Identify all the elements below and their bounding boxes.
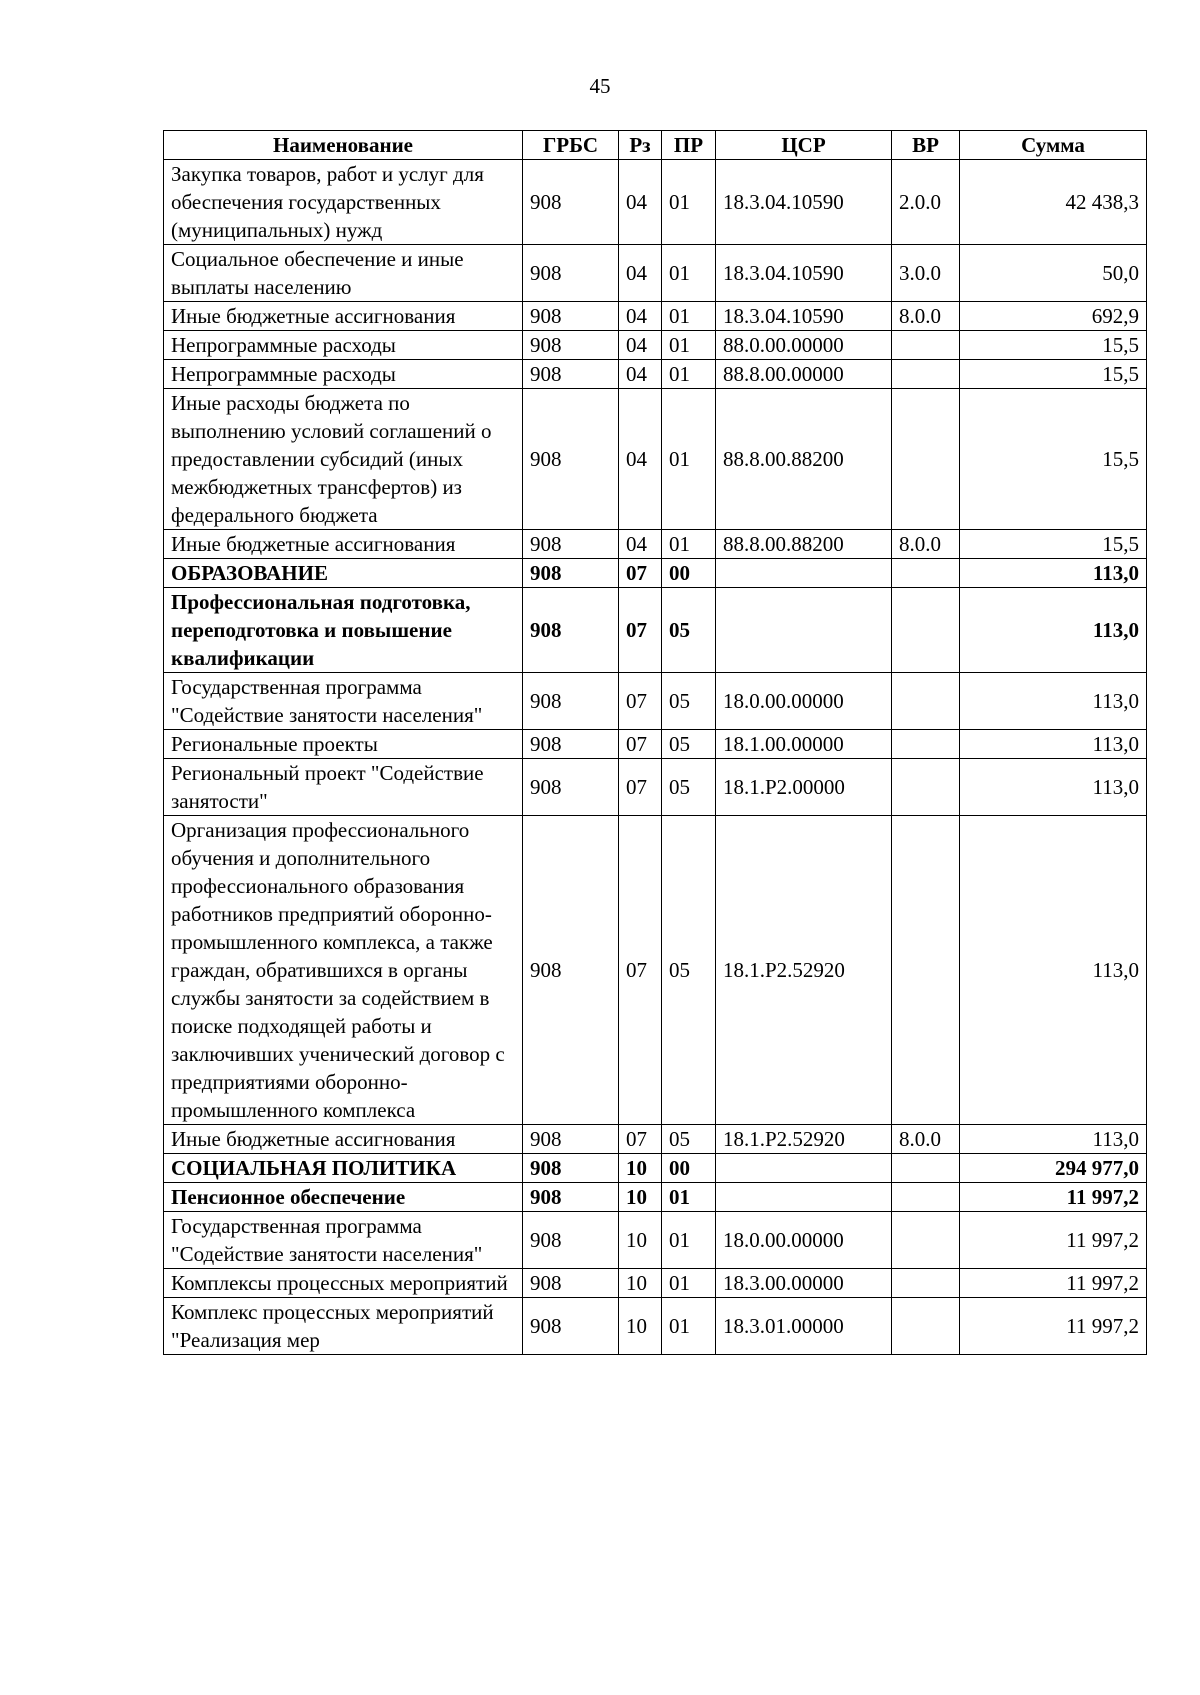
table-row bbox=[164, 1125, 1147, 1154]
cell-pr: 01 bbox=[662, 1269, 716, 1298]
cell-sum: 11 997,2 bbox=[960, 1269, 1147, 1298]
cell-vr bbox=[892, 389, 960, 530]
cell-rz: 07 bbox=[619, 1125, 662, 1154]
cell-csr: 18.3.04.10590 bbox=[716, 160, 892, 245]
table-row bbox=[164, 673, 1147, 730]
cell-csr: 18.3.04.10590 bbox=[716, 302, 892, 331]
cell-sum: 113,0 bbox=[960, 673, 1147, 730]
cell-csr bbox=[716, 1183, 892, 1212]
cell-name: Социальное обеспечение и иные выплаты населению bbox=[164, 245, 523, 302]
cell-sum: 42 438,3 bbox=[960, 160, 1147, 245]
cell-pr: 05 bbox=[662, 759, 716, 816]
cell-pr: 05 bbox=[662, 673, 716, 730]
cell-grbs: 908 bbox=[523, 730, 619, 759]
cell-pr: 00 bbox=[662, 559, 716, 588]
cell-csr: 18.0.00.00000 bbox=[716, 1212, 892, 1269]
cell-csr bbox=[716, 559, 892, 588]
cell-grbs: 908 bbox=[523, 559, 619, 588]
cell-grbs: 908 bbox=[523, 389, 619, 530]
cell-vr bbox=[892, 1183, 960, 1212]
cell-grbs: 908 bbox=[523, 360, 619, 389]
table-row bbox=[164, 1154, 1147, 1183]
cell-name: Государственная программа "Содействие занятости населения" bbox=[164, 1212, 523, 1269]
cell-rz: 10 bbox=[619, 1154, 662, 1183]
cell-pr: 01 bbox=[662, 530, 716, 559]
cell-csr: 88.0.00.00000 bbox=[716, 331, 892, 360]
cell-pr: 05 bbox=[662, 816, 716, 1125]
table-row bbox=[164, 302, 1147, 331]
cell-sum: 15,5 bbox=[960, 530, 1147, 559]
header-csr: ЦСР bbox=[716, 131, 892, 160]
cell-name: Комплекс процессных мероприятий "Реализация мер bbox=[164, 1298, 523, 1355]
cell-rz: 10 bbox=[619, 1269, 662, 1298]
cell-vr: 8.0.0 bbox=[892, 1125, 960, 1154]
cell-sum: 15,5 bbox=[960, 360, 1147, 389]
cell-grbs: 908 bbox=[523, 759, 619, 816]
cell-rz: 07 bbox=[619, 816, 662, 1125]
cell-name: Организация профессионального обучения и дополнительного профессионального образования работников предприятий оборонно-промышленного комплекса, а также граждан, обратившихся в органы службы занятости за содействием в поиске подходящей работы и заключивших ученический договор с предприятиями оборонно-промышленного комплекса bbox=[164, 816, 523, 1125]
cell-grbs: 908 bbox=[523, 160, 619, 245]
header-grbs: ГРБС bbox=[523, 131, 619, 160]
cell-sum: 11 997,2 bbox=[960, 1183, 1147, 1212]
header-pr: ПР bbox=[662, 131, 716, 160]
cell-pr: 01 bbox=[662, 389, 716, 530]
cell-rz: 07 bbox=[619, 588, 662, 673]
table-row bbox=[164, 1183, 1147, 1212]
cell-name: Непрограммные расходы bbox=[164, 331, 523, 360]
cell-rz: 07 bbox=[619, 730, 662, 759]
cell-vr bbox=[892, 730, 960, 759]
cell-sum: 50,0 bbox=[960, 245, 1147, 302]
cell-vr bbox=[892, 1154, 960, 1183]
cell-sum: 113,0 bbox=[960, 559, 1147, 588]
table-body bbox=[164, 160, 1147, 1355]
page-number: 45 bbox=[589, 74, 611, 98]
cell-grbs: 908 bbox=[523, 1154, 619, 1183]
cell-name: СОЦИАЛЬНАЯ ПОЛИТИКА bbox=[164, 1154, 523, 1183]
table-row bbox=[164, 1269, 1147, 1298]
cell-rz: 04 bbox=[619, 530, 662, 559]
cell-name: Непрограммные расходы bbox=[164, 360, 523, 389]
cell-csr: 18.0.00.00000 bbox=[716, 673, 892, 730]
cell-pr: 01 bbox=[662, 331, 716, 360]
table-row bbox=[164, 559, 1147, 588]
cell-sum: 11 997,2 bbox=[960, 1298, 1147, 1355]
table-header bbox=[164, 131, 1147, 160]
cell-name: Региональные проекты bbox=[164, 730, 523, 759]
table-row bbox=[164, 530, 1147, 559]
table-row bbox=[164, 245, 1147, 302]
cell-pr: 01 bbox=[662, 1212, 716, 1269]
cell-sum: 11 997,2 bbox=[960, 1212, 1147, 1269]
cell-rz: 10 bbox=[619, 1298, 662, 1355]
cell-pr: 05 bbox=[662, 1125, 716, 1154]
table-row bbox=[164, 730, 1147, 759]
cell-csr: 88.8.00.00000 bbox=[716, 360, 892, 389]
cell-vr: 8.0.0 bbox=[892, 530, 960, 559]
table-row bbox=[164, 331, 1147, 360]
cell-grbs: 908 bbox=[523, 1183, 619, 1212]
cell-pr: 01 bbox=[662, 1183, 716, 1212]
cell-pr: 05 bbox=[662, 588, 716, 673]
cell-sum: 113,0 bbox=[960, 1125, 1147, 1154]
cell-vr bbox=[892, 360, 960, 389]
cell-sum: 15,5 bbox=[960, 389, 1147, 530]
cell-vr bbox=[892, 331, 960, 360]
cell-pr: 01 bbox=[662, 245, 716, 302]
cell-csr: 18.3.04.10590 bbox=[716, 245, 892, 302]
table-row bbox=[164, 1298, 1147, 1355]
cell-rz: 04 bbox=[619, 331, 662, 360]
cell-sum: 15,5 bbox=[960, 331, 1147, 360]
cell-grbs: 908 bbox=[523, 1269, 619, 1298]
table-row bbox=[164, 160, 1147, 245]
cell-sum: 692,9 bbox=[960, 302, 1147, 331]
cell-pr: 05 bbox=[662, 730, 716, 759]
cell-grbs: 908 bbox=[523, 673, 619, 730]
cell-name: Комплексы процессных мероприятий bbox=[164, 1269, 523, 1298]
cell-vr bbox=[892, 588, 960, 673]
cell-rz: 07 bbox=[619, 673, 662, 730]
cell-vr bbox=[892, 673, 960, 730]
cell-grbs: 908 bbox=[523, 1212, 619, 1269]
cell-name: Закупка товаров, работ и услуг для обеспечения государственных (муниципальных) нужд bbox=[164, 160, 523, 245]
cell-name: Государственная программа "Содействие занятости населения" bbox=[164, 673, 523, 730]
cell-rz: 04 bbox=[619, 389, 662, 530]
cell-vr bbox=[892, 759, 960, 816]
cell-vr: 2.0.0 bbox=[892, 160, 960, 245]
cell-grbs: 908 bbox=[523, 245, 619, 302]
cell-name: ОБРАЗОВАНИЕ bbox=[164, 559, 523, 588]
cell-name: Иные бюджетные ассигнования bbox=[164, 302, 523, 331]
cell-sum: 113,0 bbox=[960, 816, 1147, 1125]
cell-rz: 10 bbox=[619, 1183, 662, 1212]
cell-vr bbox=[892, 1269, 960, 1298]
table-row bbox=[164, 816, 1147, 1125]
cell-vr bbox=[892, 1298, 960, 1355]
cell-grbs: 908 bbox=[523, 816, 619, 1125]
cell-name: Иные бюджетные ассигнования bbox=[164, 1125, 523, 1154]
cell-name: Профессиональная подготовка, переподготовка и повышение квалификации bbox=[164, 588, 523, 673]
cell-pr: 00 bbox=[662, 1154, 716, 1183]
cell-rz: 04 bbox=[619, 245, 662, 302]
cell-vr bbox=[892, 559, 960, 588]
cell-name: Иные бюджетные ассигнования bbox=[164, 530, 523, 559]
budget-table bbox=[163, 130, 1147, 1355]
cell-csr: 88.8.00.88200 bbox=[716, 530, 892, 559]
cell-rz: 04 bbox=[619, 360, 662, 389]
cell-rz: 04 bbox=[619, 160, 662, 245]
header-vr: ВР bbox=[892, 131, 960, 160]
cell-grbs: 908 bbox=[523, 1298, 619, 1355]
cell-csr bbox=[716, 588, 892, 673]
cell-pr: 01 bbox=[662, 360, 716, 389]
cell-csr: 18.1.P2.52920 bbox=[716, 1125, 892, 1154]
cell-grbs: 908 bbox=[523, 530, 619, 559]
cell-vr bbox=[892, 816, 960, 1125]
header-rz: Рз bbox=[619, 131, 662, 160]
cell-grbs: 908 bbox=[523, 588, 619, 673]
cell-grbs: 908 bbox=[523, 331, 619, 360]
cell-pr: 01 bbox=[662, 1298, 716, 1355]
cell-pr: 01 bbox=[662, 302, 716, 331]
table-row bbox=[164, 588, 1147, 673]
cell-csr bbox=[716, 1154, 892, 1183]
cell-name: Региональный проект "Содействие занятости" bbox=[164, 759, 523, 816]
cell-csr: 18.1.P2.52920 bbox=[716, 816, 892, 1125]
cell-rz: 10 bbox=[619, 1212, 662, 1269]
cell-sum: 113,0 bbox=[960, 730, 1147, 759]
cell-csr: 18.1.P2.00000 bbox=[716, 759, 892, 816]
cell-sum: 113,0 bbox=[960, 759, 1147, 816]
table-row bbox=[164, 1212, 1147, 1269]
cell-vr: 3.0.0 bbox=[892, 245, 960, 302]
cell-sum: 294 977,0 bbox=[960, 1154, 1147, 1183]
cell-pr: 01 bbox=[662, 160, 716, 245]
cell-csr: 18.1.00.00000 bbox=[716, 730, 892, 759]
table-row bbox=[164, 389, 1147, 530]
cell-grbs: 908 bbox=[523, 1125, 619, 1154]
cell-vr: 8.0.0 bbox=[892, 302, 960, 331]
header-sum: Сумма bbox=[960, 131, 1147, 160]
cell-rz: 07 bbox=[619, 559, 662, 588]
cell-rz: 04 bbox=[619, 302, 662, 331]
header-name: Наименование bbox=[164, 131, 523, 160]
cell-grbs: 908 bbox=[523, 302, 619, 331]
cell-rz: 07 bbox=[619, 759, 662, 816]
table-row bbox=[164, 360, 1147, 389]
cell-csr: 18.3.00.00000 bbox=[716, 1269, 892, 1298]
cell-csr: 18.3.01.00000 bbox=[716, 1298, 892, 1355]
cell-csr: 88.8.00.88200 bbox=[716, 389, 892, 530]
cell-sum: 113,0 bbox=[960, 588, 1147, 673]
table-row bbox=[164, 759, 1147, 816]
cell-vr bbox=[892, 1212, 960, 1269]
cell-name: Пенсионное обеспечение bbox=[164, 1183, 523, 1212]
cell-name: Иные расходы бюджета по выполнению условий соглашений о предоставлении субсидий (иных межбюджетных трансфертов) из федерального бюджета bbox=[164, 389, 523, 530]
header-row bbox=[164, 131, 1147, 160]
